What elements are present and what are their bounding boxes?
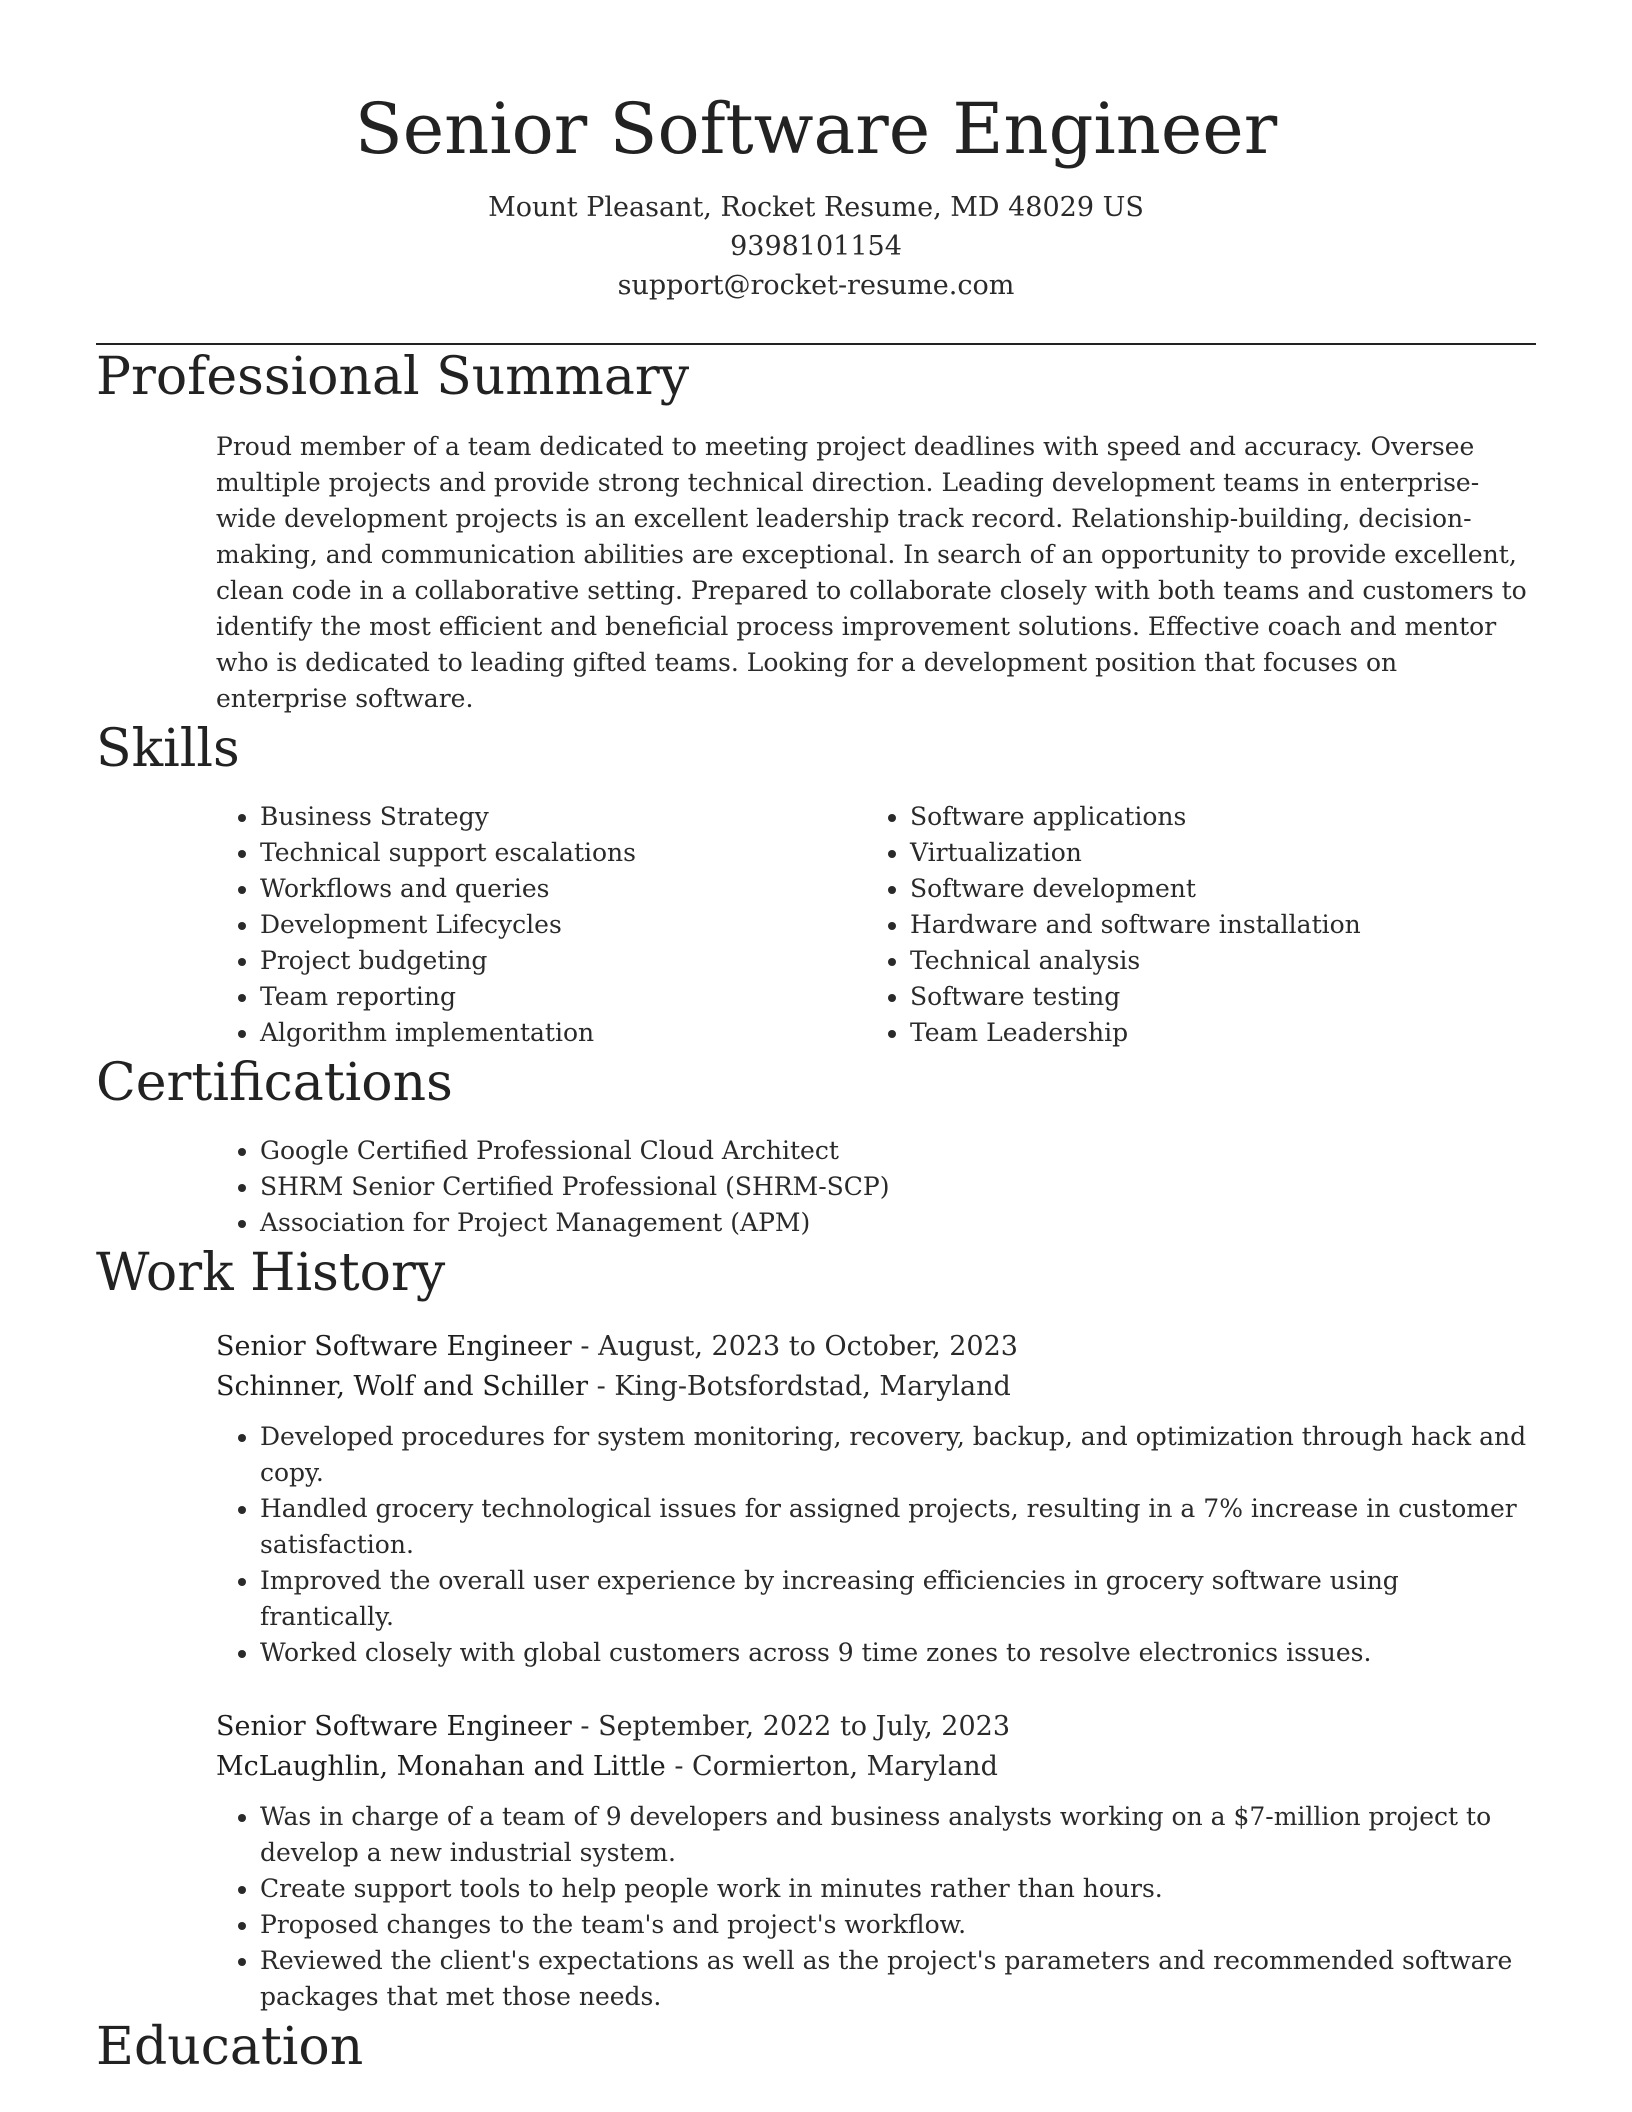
- skill-item: • Algorithm implementation: [260, 1015, 866, 1051]
- resume-page: [96, 0, 1536, 2079]
- skill-item: • Virtualization: [910, 835, 1516, 871]
- resume-name: Senior Software Engineer: [354, 88, 1278, 170]
- job-bullets: [216, 1799, 1536, 2015]
- job-bullet: • Improved the overall user experience by increasing efficiencies in grocery software using frantically.: [260, 1563, 1536, 1635]
- resume-header: [96, 0, 1536, 305]
- job-bullet: • Reviewed the client's expectations as well as the project's parameters and recommended software packages that met those needs.: [260, 1943, 1536, 2015]
- job-bullets: [216, 1419, 1536, 1671]
- job-title-line: [216, 1327, 1536, 1367]
- certification-item: • SHRM Senior Certified Professional (SHRM-SCP): [260, 1169, 1536, 1205]
- skill-item: • Team Leadership: [910, 1015, 1516, 1051]
- job-title-line: [216, 1707, 1536, 1747]
- job-entry: [216, 1707, 1536, 2015]
- skill-item: • Business Strategy: [260, 799, 866, 835]
- skill-item: • Workflows and queries: [260, 871, 866, 907]
- job-role: Senior Software Engineer: [216, 1331, 572, 1362]
- job-dates: - August, 2023 to October, 2023: [571, 1331, 1018, 1362]
- skill-item: • Software development: [910, 871, 1516, 907]
- job-company-line: [216, 1367, 1536, 1407]
- job-bullet: • Was in charge of a team of 9 developers and business analysts working on a $7-million project to develop a new industrial system.: [260, 1799, 1536, 1871]
- certification-item: • Association for Project Management (APM): [260, 1205, 1536, 1241]
- contact-email: support@rocket-resume.com: [617, 270, 1015, 301]
- skill-item: • Software applications: [910, 799, 1516, 835]
- skills-list-right: [866, 799, 1516, 1051]
- summary-heading: Professional Summary: [96, 347, 690, 407]
- contact-block: [96, 188, 1536, 305]
- skill-item: • Project budgeting: [260, 943, 866, 979]
- contact-address: Mount Pleasant, Rocket Resume, MD 48029 US: [488, 192, 1144, 223]
- skills-columns: [216, 799, 1536, 1051]
- job-bullet: • Proposed changes to the team's and project's workflow.: [260, 1907, 1536, 1943]
- certifications-list: [216, 1133, 1536, 1241]
- job-role: Senior Software Engineer: [216, 1711, 572, 1742]
- job-company-line: [216, 1747, 1536, 1787]
- skill-item: • Team reporting: [260, 979, 866, 1015]
- job-entry: [216, 1327, 1536, 1671]
- education-heading: Education: [96, 2017, 364, 2077]
- contact-phone: 9398101154: [730, 231, 902, 262]
- skills-heading: Skills: [96, 719, 240, 779]
- summary-text: Proud member of a team dedicated to meeting project deadlines with speed and accuracy. Oversee multiple projects and provide strong technical direction. Leading development teams in enterprise-wide development projects is an excellent leadership track record. Relationship-building, decision-making, and communication abilities are exceptional. In search of an opportunity to provide excellent, clean code in a collaborative setting. Prepared to collaborate closely with both teams and customers to identify the most efficient and beneficial process improvement solutions. Effective coach and mentor who is dedicated to leading gifted teams. Looking for a development position that focuses on enterprise software.: [216, 432, 1527, 713]
- skill-item: • Technical support escalations: [260, 835, 866, 871]
- skill-item: • Hardware and software installation: [910, 907, 1516, 943]
- job-bullet: • Create support tools to help people work in minutes rather than hours.: [260, 1871, 1536, 1907]
- skill-item: • Technical analysis: [910, 943, 1516, 979]
- job-location: - King-Botsfordstad, Maryland: [588, 1371, 1011, 1402]
- skill-item: • Development Lifecycles: [260, 907, 866, 943]
- certification-item: • Google Certified Professional Cloud Architect: [260, 1133, 1536, 1169]
- job-bullet: • Worked closely with global customers across 9 time zones to resolve electronics issues.: [260, 1635, 1536, 1671]
- job-bullet: • Handled grocery technological issues for assigned projects, resulting in a 7% increase in customer satisfaction.: [260, 1491, 1536, 1563]
- job-dates: - September, 2022 to July, 2023: [571, 1711, 1011, 1742]
- job-location: - Cormierton, Maryland: [665, 1751, 998, 1782]
- certifications-heading: Certifications: [96, 1053, 453, 1113]
- job-company: Schinner, Wolf and Schiller: [216, 1371, 589, 1402]
- skill-item: • Software testing: [910, 979, 1516, 1015]
- job-company: McLaughlin, Monahan and Little: [216, 1751, 666, 1782]
- work-history-heading: Work History: [96, 1243, 446, 1303]
- skills-list-left: [216, 799, 866, 1051]
- job-bullet: • Developed procedures for system monitoring, recovery, backup, and optimization through hack and copy.: [260, 1419, 1536, 1491]
